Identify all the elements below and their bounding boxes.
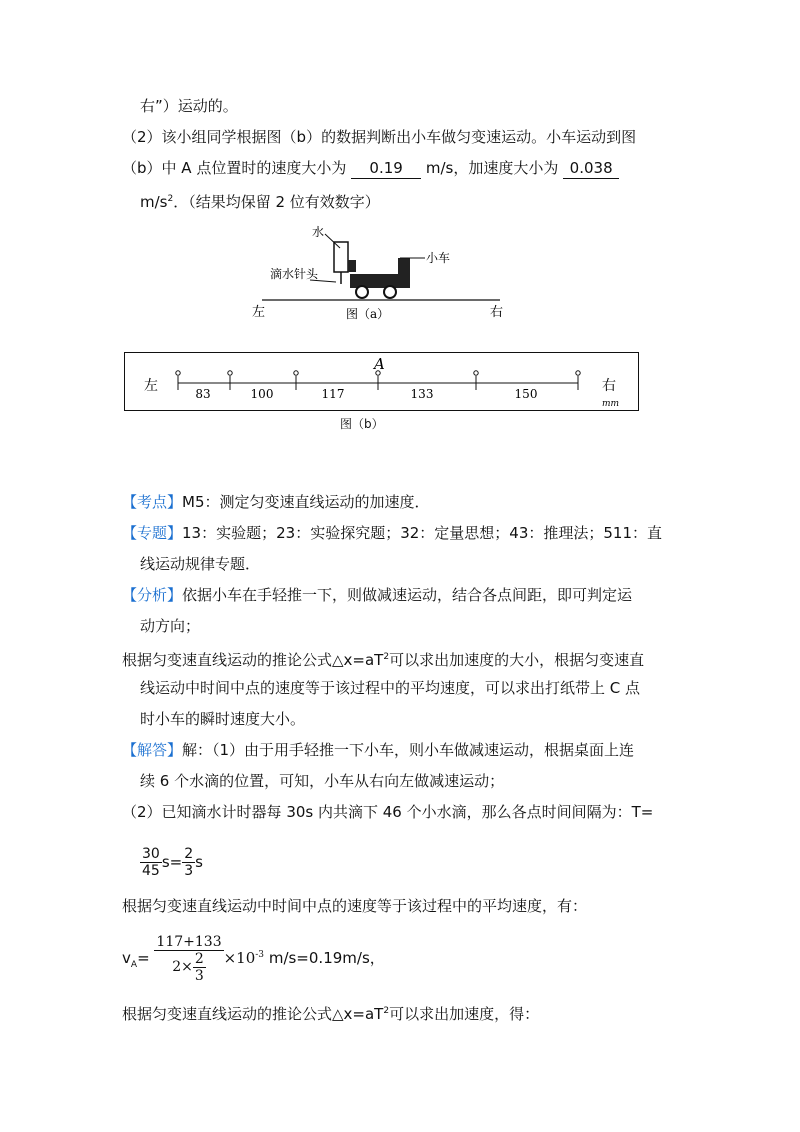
drop-mark	[576, 371, 580, 375]
fraction-30-45	[140, 846, 162, 879]
fenxi-tag: 【分析】	[122, 586, 183, 604]
tape-right: 右	[602, 378, 616, 394]
numerator: 2	[194, 950, 204, 967]
zhuanti-line	[122, 523, 662, 543]
zhuanti-line-2: 线运动规律专题．	[140, 555, 261, 573]
analysis-text: 可以求出加速度，得：	[389, 1005, 540, 1023]
fraction-2-3	[193, 951, 206, 984]
analysis-line-3: 时小车的瞬时速度大小。	[140, 710, 306, 728]
answer-blank-acceleration: 0.038	[563, 158, 619, 179]
fenxi-text: 依据小车在手轻推一下，则做减速运动，结合各点间距，即可判定运	[182, 586, 633, 604]
zhuanti-tag: 【专题】	[122, 524, 183, 542]
segment-length: 133	[410, 387, 434, 401]
acceleration-intro	[122, 1001, 539, 1024]
tape-left: 左	[144, 378, 158, 394]
fenxi-line-2: 动方向；	[140, 617, 201, 635]
period-formula	[140, 842, 203, 882]
jieda-text: 解：（1）由于用手轻推一下小车，则小车做减速运动，根据桌面上连	[182, 741, 635, 759]
kaodian-tag: 【考点】	[122, 493, 183, 511]
velocity-intro: 根据匀变速直线运动中时间中点的速度等于该过程中的平均速度，有：	[122, 897, 588, 915]
drop-mark	[294, 371, 298, 375]
fenxi-line	[122, 585, 632, 605]
kaodian-text: M5：测定匀变速直线运动的加速度．	[182, 493, 430, 511]
figure-b	[124, 352, 640, 412]
analysis-text: 可以求出加速度的大小，根据匀变速直	[389, 651, 645, 669]
figure-a	[250, 222, 510, 326]
denominator	[170, 951, 208, 984]
question-line-1: 右”）运动的。	[140, 97, 238, 115]
question-text: （b）中 A 点位置时的速度大小为	[122, 159, 347, 177]
formula-text: ×10	[223, 949, 256, 967]
caption-b: 图（b）	[340, 417, 384, 431]
denominator: 3	[194, 967, 204, 984]
question-line-2: （2）该小组同学根据图（b）的数据判断出小车做匀变速运动。小车运动到图	[122, 128, 637, 146]
kaodian-line	[122, 492, 430, 512]
denominator: 45	[142, 863, 160, 879]
zhuanti-text: 13：实验题；23：实验探究题；32：定量思想；43：推理法；511：直	[182, 524, 662, 542]
formula-text: s	[195, 853, 203, 871]
superscript: -3	[255, 950, 265, 960]
formula-text: =	[137, 949, 150, 967]
segment-length: 83	[195, 387, 211, 401]
drop-mark	[474, 371, 478, 375]
label-right: 右	[490, 305, 504, 320]
jieda-line	[122, 740, 634, 760]
analysis-text: 根据匀变速直线运动的推论公式△x=aT	[122, 651, 384, 669]
segment-length: 150	[514, 387, 538, 401]
question-line-3	[122, 158, 619, 179]
label-car: 小车	[426, 251, 451, 265]
unit-label: mm	[602, 399, 620, 409]
analysis-line-2: 线运动中时间中点的速度等于该过程中的平均速度，可以求出打纸带上 C 点	[140, 679, 641, 697]
drop-mark	[176, 371, 180, 375]
numerator: 117+133	[156, 933, 222, 950]
segment-length: 100	[250, 387, 274, 401]
question-line-4	[140, 189, 380, 212]
subscript: A	[130, 960, 138, 970]
analysis-line-1	[122, 647, 644, 670]
unit-text: m/s	[140, 193, 168, 211]
caption-a: 图（a）	[346, 307, 390, 321]
denominator: 3	[184, 863, 194, 879]
drop-mark	[228, 371, 232, 375]
label-left: 左	[252, 305, 266, 320]
numerator: 30	[142, 846, 160, 862]
note-text: ．（结果均保留 2 位有效数字）	[173, 193, 380, 211]
numerator: 2	[184, 846, 194, 862]
answer-blank-velocity: 0.19	[351, 158, 421, 179]
fraction-2-3	[182, 846, 195, 879]
superscript: 2	[383, 1006, 390, 1016]
segment-length: 117	[321, 387, 345, 401]
velocity-fraction	[154, 934, 223, 984]
superscript: 2	[167, 194, 174, 204]
formula-text: s=	[161, 853, 183, 871]
formula-result: m/s=0.19m/s，	[268, 949, 385, 967]
jieda-line-2: 续 6 个水滴的位置，可知，小车从右向左做减速运动；	[140, 772, 505, 790]
velocity-formula	[122, 930, 385, 990]
point-a-label: A	[374, 355, 385, 373]
jieda-line-3: （2）已知滴水计时器每 30s 内共滴下 46 个小水滴，那么各点时间间隔为：T=	[122, 803, 654, 821]
formula-text: 2×	[172, 959, 193, 975]
label-drip-head: 滴水针头	[270, 267, 319, 281]
analysis-text: 根据匀变速直线运动的推论公式△x=aT	[122, 1005, 384, 1023]
superscript: 2	[383, 652, 390, 662]
jieda-tag: 【解答】	[122, 741, 183, 759]
formula-text: v	[122, 949, 131, 967]
question-text: m/s，加速度大小为	[425, 159, 559, 177]
label-water: 水	[312, 225, 325, 239]
